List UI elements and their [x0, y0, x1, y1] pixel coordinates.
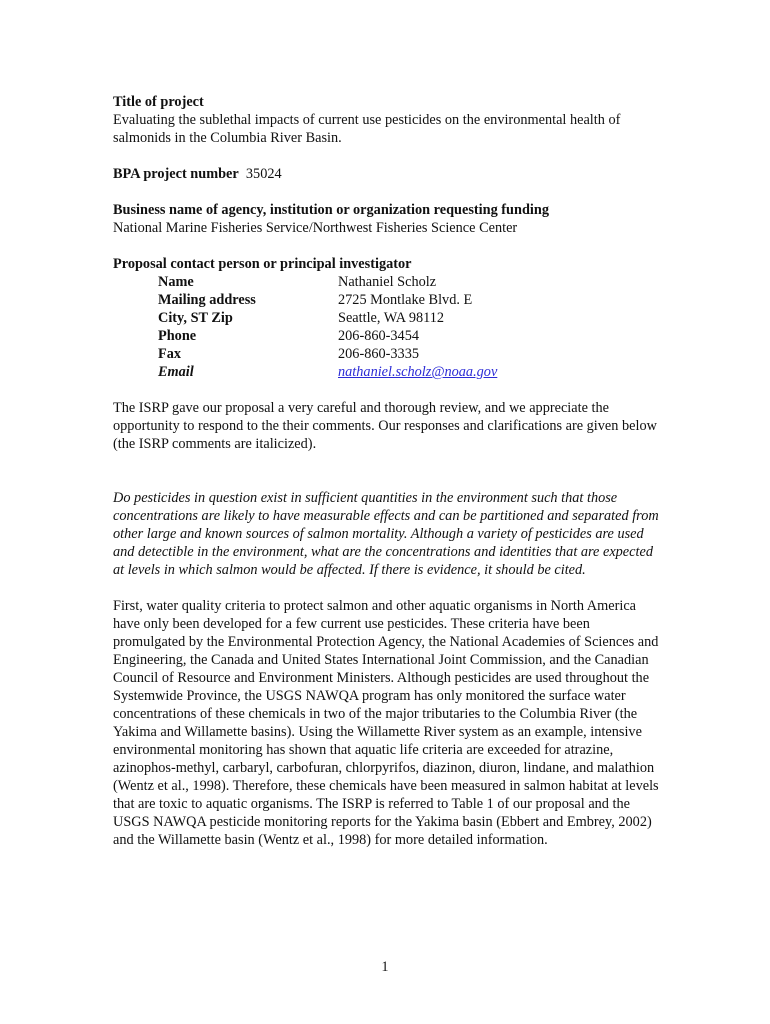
- bpa-line: [113, 165, 663, 183]
- bpa-value: 35024: [245, 166, 282, 182]
- contact-phone-label: Phone: [158, 328, 197, 344]
- project-title: Evaluating the sublethal impacts of current use pesticides on the environmental health of salmonids in the Columbia River Basin.: [113, 112, 621, 146]
- isrp-comment-paragraph: Do pesticides in question exist in sufficient quantities in the environment such that those concentrations are likely to have measurable effects and can be partitioned and separated from other large and known sources of salmon mortality. Although a variety of pesticides are used and detectible in the environment, what are the concentrations and identities that are expected at levels in which salmon would be affected. If there is evidence, it should be cited.: [113, 490, 659, 578]
- contact-city-label: City, ST Zip: [158, 310, 233, 326]
- intro-paragraph: The ISRP gave our proposal a very careful and thorough review, and we appreciate the opportunity to respond to the their comments. Our responses and clarifications are given below (the ISRP comments are italicized).: [113, 400, 657, 452]
- contact-email-link[interactable]: nathaniel.scholz@noaa.gov: [338, 364, 498, 380]
- contact-name-value: Nathaniel Scholz: [338, 274, 437, 290]
- contact-address-label: Mailing address: [158, 292, 256, 308]
- business-label: Business name of agency, institution or organization requesting funding: [113, 202, 549, 218]
- bpa-label: BPA project number: [113, 166, 239, 182]
- contact-email-label: Email: [158, 364, 194, 380]
- response-paragraph: First, water quality criteria to protect salmon and other aquatic organisms in North America have only been developed for a few current use pesticides. These criteria have been promulgated by the Environmental Protection Agency, the National Academies of Sciences and Engineering, the Canada and United States International Joint Commission, and the Canadian Council of Resource and Environment Ministers. Although pesticides are used throughout the Systemwide Province, the USGS NAWQA program has only monitored the surface water concentrations of these chemicals in two of the major tributaries to the Columbia River (the Yakima and Willamette basins). Using the Willamette River system as an example, intensive environmental monitoring has shown that aquatic life criteria are exceeded for atrazine, azinophos-methyl, carbaryl, carbofuran, chlorpyrifos, diazinon, diuron, lindane, and malathion (Wentz et al., 1998). Therefore, these chemicals have been measured in salmon habitat at levels that are toxic to aquatic organisms. The ISRP is referred to Table 1 of our proposal and the USGS NAWQA pesticide monitoring reports for the Yakima basin (Ebbert and Embrey, 2002) and the Willamette basin (Wentz et al., 1998) for more detailed information.: [113, 598, 659, 848]
- contact-name-label: Name: [158, 274, 194, 290]
- contact-fax-label: Fax: [158, 346, 182, 362]
- contact-fax-value: 206-860-3335: [338, 346, 420, 362]
- page-content: [113, 93, 663, 849]
- title-label: Title of project: [113, 94, 204, 110]
- contact-label: Proposal contact person or principal investigator: [113, 256, 412, 272]
- contact-table: [158, 273, 663, 381]
- contact-address-value: 2725 Montlake Blvd. E: [338, 292, 473, 308]
- business-value: National Marine Fisheries Service/Northwest Fisheries Science Center: [113, 220, 518, 236]
- page-number: 1: [381, 959, 389, 975]
- contact-city-value: Seattle, WA 98112: [338, 310, 445, 326]
- contact-phone-value: 206-860-3454: [338, 328, 420, 344]
